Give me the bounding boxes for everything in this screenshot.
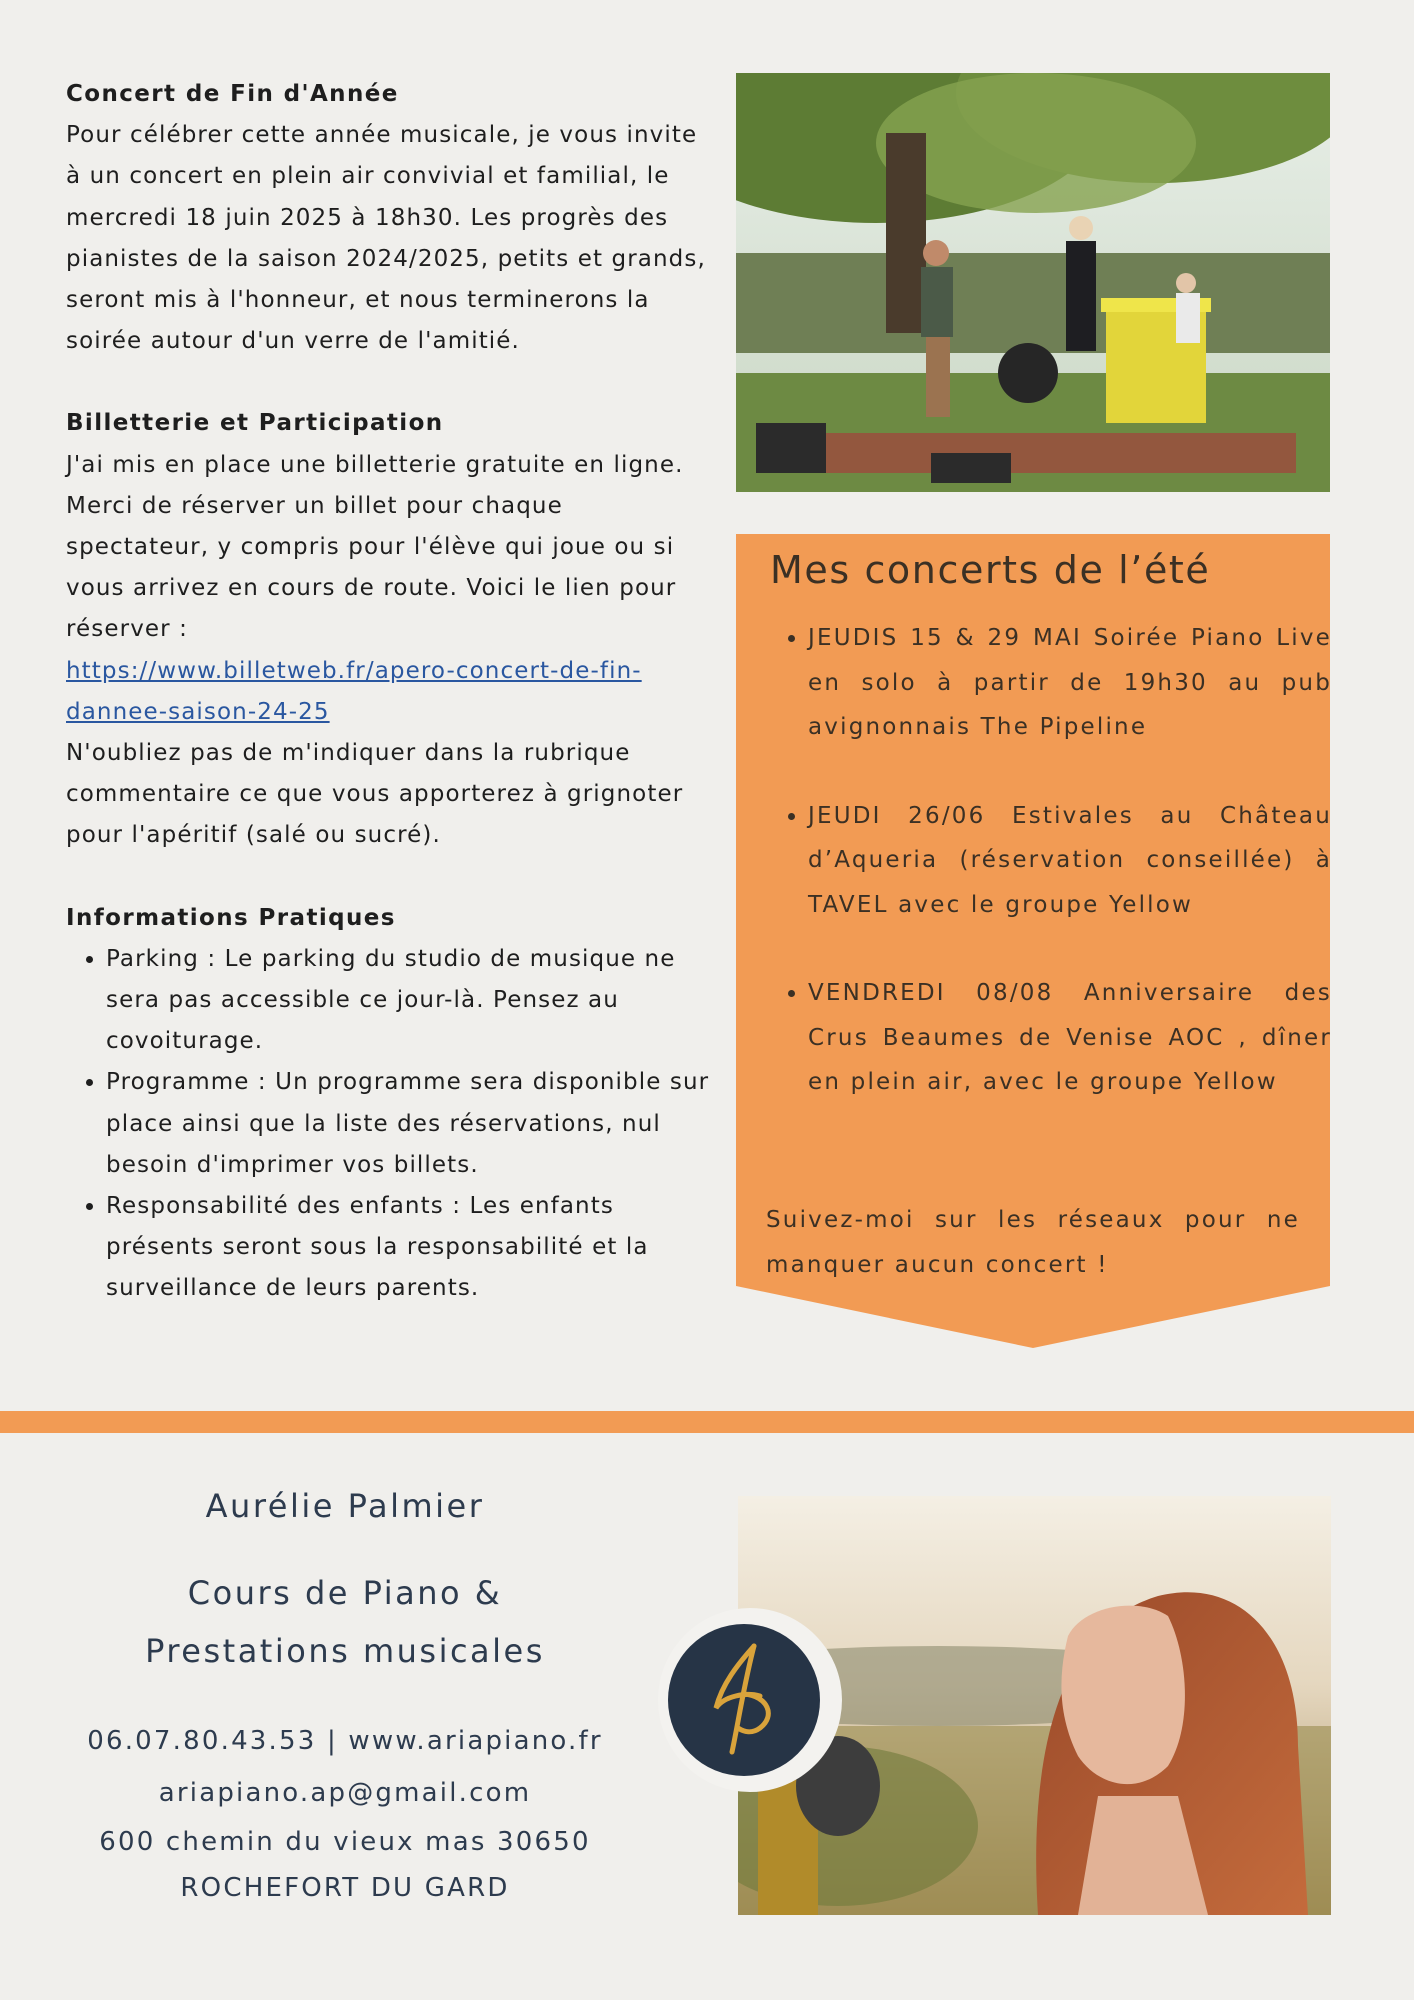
concerts-title: Mes concerts de l’été bbox=[770, 548, 1211, 592]
section-body-apero: N'oubliez pas de m'indiquer dans la rubrique commentaire ce que vous apporterez à grignoter pour l'apéritif (salé ou sucré). bbox=[66, 740, 684, 849]
section-title-infos: Informations Pratiques bbox=[66, 904, 396, 931]
infos-list bbox=[66, 939, 712, 1310]
logo bbox=[658, 1608, 842, 1792]
address bbox=[60, 1819, 630, 1911]
separator: | bbox=[326, 1726, 338, 1756]
services-line-2: Prestations musicales bbox=[145, 1632, 545, 1670]
contact-info bbox=[60, 1715, 630, 1819]
contact-block bbox=[60, 1486, 630, 1911]
services-line-1: Cours de Piano & bbox=[187, 1574, 503, 1612]
email-link[interactable]: ariapiano.ap@gmail.com bbox=[158, 1778, 532, 1808]
list-item-concert: • JEUDI 26/06 Estivales au Château d’Aqueria (réservation conseillée) à TAVEL avec le groupe Yellow bbox=[808, 794, 1332, 928]
divider-band bbox=[0, 1411, 1414, 1433]
phone-number[interactable]: 06.07.80.43.53 bbox=[87, 1726, 317, 1756]
website-link[interactable]: www.ariapiano.fr bbox=[348, 1726, 603, 1756]
summer-concerts-panel bbox=[736, 534, 1330, 1348]
section-body-billetterie: J'ai mis en place une billetterie gratuite en ligne. Merci de réserver un billet pour chaque spectateur, y compris pour l'élève qui joue ou si vous arrivez en cours de route. Voici le lien pour réserver : bbox=[66, 451, 684, 643]
phone-website-line bbox=[60, 1715, 630, 1767]
services-title bbox=[60, 1564, 630, 1680]
list-item-concert: • JEUDIS 15 & 29 MAI Soirée Piano Live en solo à partir de 19h30 au pub avignonnais The Pipeline bbox=[808, 616, 1332, 750]
left-column bbox=[66, 74, 712, 1310]
teacher-name: Aurélie Palmier bbox=[205, 1487, 485, 1525]
address-line-2: ROCHEFORT DU GARD bbox=[180, 1873, 510, 1903]
ap-monogram-icon bbox=[668, 1624, 820, 1776]
list-item-concert: • VENDREDI 08/08 Anniversaire des Crus Beaumes de Venise AOC , dîner en plein air, avec le groupe Yellow bbox=[808, 971, 1332, 1105]
section-body-concert: Pour célébrer cette année musicale, je vous invite à un concert en plein air convivial et familial, le mercredi 18 juin 2025 à 18h30. Les progrès des pianistes de la saison 2024/2025, petits et grands, seront mis à l'honneur, et nous terminerons la soirée autour d'un verre de l'amitié. bbox=[66, 122, 706, 355]
billetweb-link[interactable]: https://www.billetweb.fr/apero-concert-de-fin-dannee-saison-24-25 bbox=[66, 657, 642, 725]
band-photo bbox=[736, 73, 1330, 492]
section-title-concert: Concert de Fin d'Année bbox=[66, 81, 399, 107]
section-title-billetterie: Billetterie et Participation bbox=[66, 410, 444, 437]
logo-badge bbox=[668, 1624, 820, 1776]
follow-text: Suivez-moi sur les réseaux pour ne manquer aucun concert ! bbox=[766, 1207, 1300, 1278]
list-item-enfants: • Responsabilité des enfants : Les enfants présents seront sous la responsabilité et la surveillance de leurs parents. bbox=[106, 1186, 712, 1310]
concerts-list bbox=[770, 616, 1332, 1149]
address-line-1: 600 chemin du vieux mas 30650 bbox=[99, 1827, 591, 1857]
list-item-parking: • Parking : Le parking du studio de musique ne sera pas accessible ce jour-là. Pensez au covoiturage. bbox=[106, 939, 712, 1063]
list-item-programme: • Programme : Un programme sera disponible sur place ainsi que la liste des réservations, nul besoin d'imprimer vos billets. bbox=[106, 1062, 712, 1186]
